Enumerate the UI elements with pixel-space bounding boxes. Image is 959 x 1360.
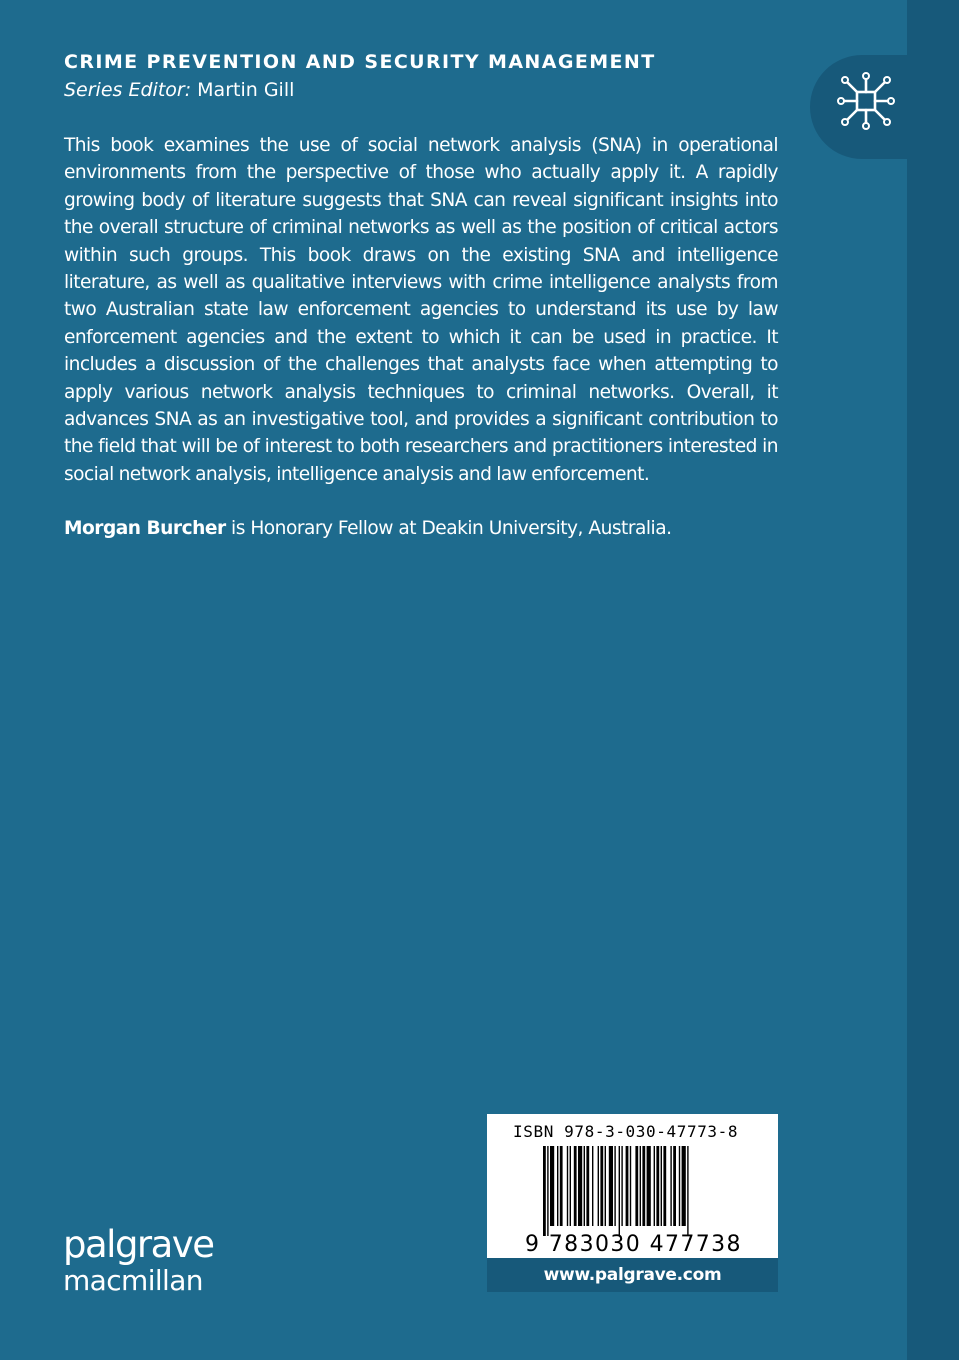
barcode-bar	[630, 1146, 631, 1226]
barcode-bar	[567, 1146, 568, 1226]
barcode-bar	[635, 1146, 638, 1226]
series-editor	[64, 79, 294, 101]
author-bio	[64, 515, 824, 542]
barcode-bar	[661, 1146, 662, 1226]
barcode-digits: 9 783030 477738	[525, 1232, 742, 1257]
barcode-bar	[621, 1146, 622, 1226]
barcode-bars	[543, 1146, 733, 1236]
barcode-bar	[673, 1146, 676, 1226]
barcode-bar	[640, 1146, 641, 1226]
isbn-text: ISBN 978-3-030-47773-8	[513, 1122, 739, 1141]
series-emblem-tab	[810, 55, 907, 159]
barcode-bar	[626, 1146, 629, 1226]
cover-spine	[907, 0, 959, 1360]
series-editor-label: Series Editor:	[64, 79, 192, 101]
barcode-bar	[584, 1146, 585, 1226]
barcode-bar	[560, 1146, 563, 1226]
network-node-icon	[834, 69, 898, 133]
barcode-bar	[578, 1146, 582, 1226]
barcode-bar	[654, 1146, 655, 1226]
barcode-bar	[670, 1146, 671, 1226]
isbn-barcode	[487, 1114, 778, 1258]
author-name: Morgan Burcher	[64, 518, 226, 539]
barcode-bar	[609, 1146, 613, 1226]
barcode-bar	[586, 1146, 589, 1226]
barcode-bar	[619, 1146, 620, 1236]
barcode-bar	[682, 1146, 686, 1226]
publisher-logo	[63, 1223, 214, 1297]
barcode-bar	[543, 1146, 546, 1236]
barcode-bar	[679, 1146, 680, 1226]
barcode-bar	[598, 1146, 599, 1226]
barcode-bar	[547, 1146, 548, 1236]
barcode-bar	[550, 1146, 554, 1226]
barcode-bar	[600, 1146, 603, 1226]
barcode-bar	[557, 1146, 558, 1226]
series-editor-name: Martin Gill	[197, 79, 295, 101]
book-description: This book examines the use of social network analysis (SNA) in operational environments from the perspective of those who actually apply it. A rapidly growing body of literature suggests that SNA can reveal significant insights into the overall structure of criminal networks as well as the position of critical actors within such groups. This book draws on the existing SNA and intelligence literature, as well as qualitative interviews with crime intelligence analysts from two Australian state law enforcement agencies to understand its use by law enforcement agencies and the extent to which it can be used in practice. It includes a discussion of the challenges that analysts face when attempting to apply various network analysis techniques to criminal networks. Overall, it advances SNA as an investigative tool, and provides a significant contribution to the field that will be of interest to both researchers and practitioners interested in social network analysis, intelligence analysis and law enforcement.	[64, 135, 778, 485]
publisher-logo-line2: macmillan	[63, 1264, 203, 1297]
barcode-bar	[614, 1146, 615, 1226]
barcode-bar	[647, 1146, 651, 1226]
publisher-logo-line1: palgrave	[63, 1223, 214, 1266]
publisher-url: www.palgrave.com	[487, 1258, 778, 1292]
author-bio-text: is Honorary Fellow at Deakin University, Australia.	[225, 518, 672, 539]
barcode-bar	[570, 1146, 571, 1226]
barcode-bar	[656, 1146, 659, 1226]
barcode-bar	[642, 1146, 645, 1226]
barcode-bar	[592, 1146, 593, 1226]
barcode-bar	[663, 1146, 666, 1226]
barcode-bar	[574, 1146, 577, 1226]
barcode-bar	[605, 1146, 606, 1226]
series-title: CRIME PREVENTION AND SECURITY MANAGEMENT	[64, 51, 656, 73]
barcode-bar	[687, 1146, 688, 1236]
